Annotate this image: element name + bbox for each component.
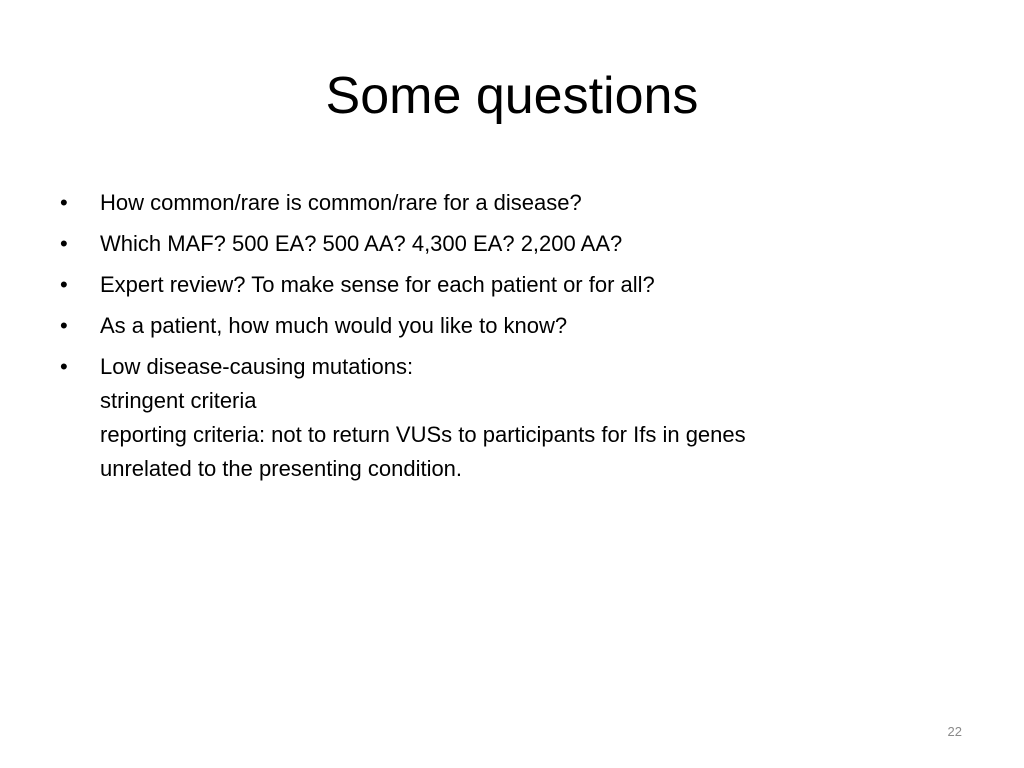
- bullet-text-line: Low disease-causing mutations:: [100, 354, 414, 379]
- bullet-item: [60, 268, 960, 302]
- bullet-marker: •: [60, 313, 68, 338]
- bullet-marker: •: [60, 190, 68, 215]
- bullet-marker: •: [60, 272, 68, 297]
- bullet-text-line: unrelated to the presenting condition.: [100, 456, 463, 481]
- bullet-text-line: reporting criteria: not to return VUSs to participants for Ifs in genes: [100, 422, 746, 447]
- slide-title: Some questions: [325, 67, 699, 125]
- bullet-text: How common/rare is common/rare for a disease?: [100, 190, 582, 215]
- page-number: 22: [947, 724, 962, 739]
- bullet-item: [60, 227, 960, 261]
- bullet-item: [60, 309, 960, 343]
- bullet-item: [60, 350, 960, 486]
- bullet-text-line: stringent criteria: [100, 388, 257, 413]
- bullet-marker: •: [60, 354, 68, 379]
- bullet-text: Which MAF? 500 EA? 500 AA? 4,300 EA? 2,200 AA?: [100, 231, 623, 256]
- bullet-text: As a patient, how much would you like to know?: [100, 313, 568, 338]
- bullet-text: Expert review? To make sense for each patient or for all?: [100, 272, 655, 297]
- bullet-item: [60, 186, 960, 220]
- bullet-marker: •: [60, 231, 68, 256]
- bullet-list: [60, 186, 960, 493]
